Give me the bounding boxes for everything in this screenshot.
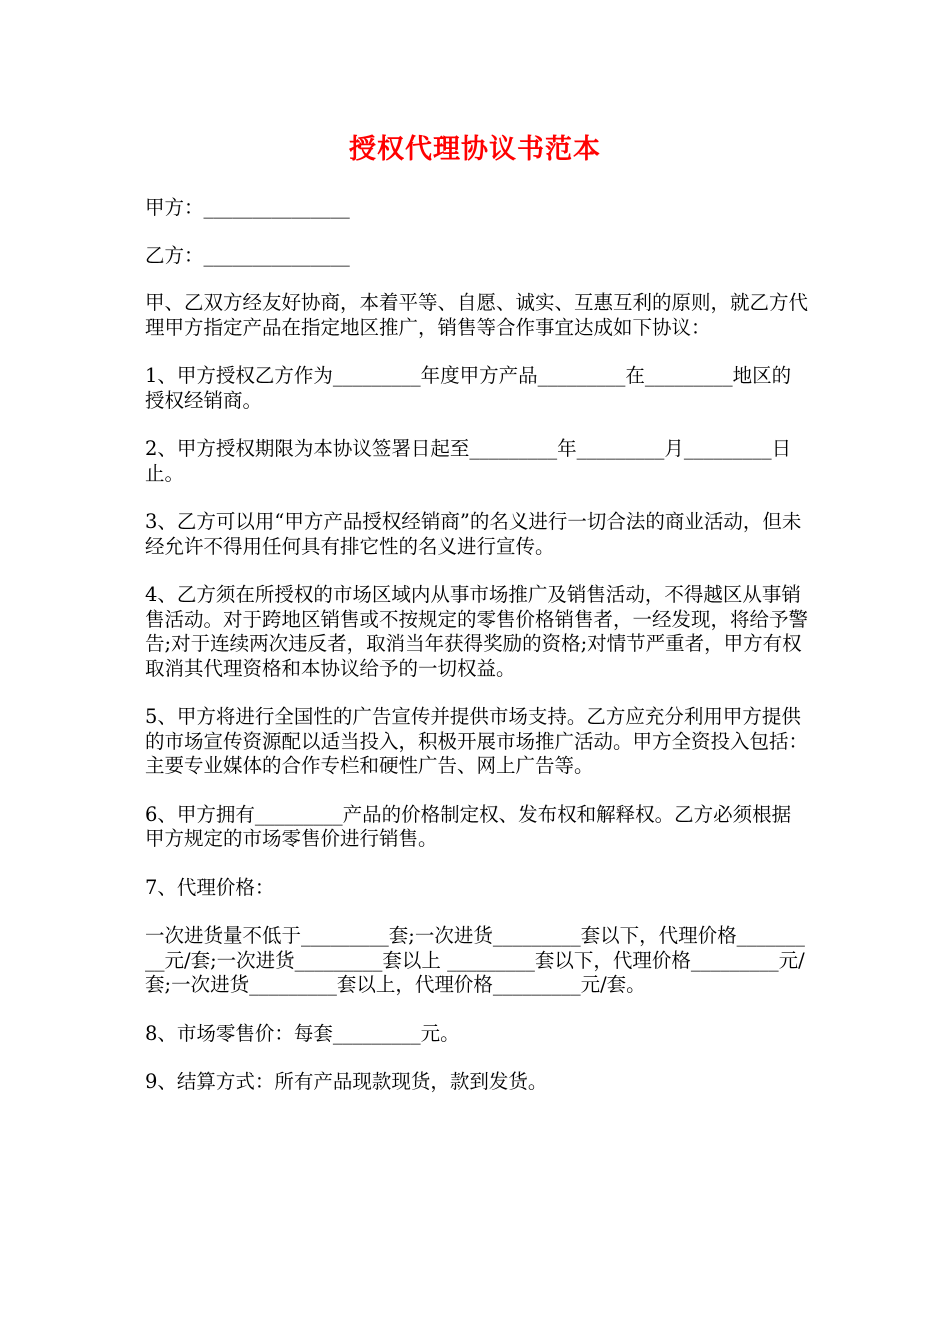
clause-1: 1、甲方授权乙方作为_________年度甲方产品_________在_________地区的授权经销商。 <box>145 364 792 412</box>
clause-8: 8、市场零售价：每套_________元。 <box>145 1021 460 1045</box>
party-b-line: 乙方：_______________ <box>145 243 350 267</box>
document-title: 授权代理协议书范本 <box>349 134 601 165</box>
clause-7-heading: 7、代理价格： <box>145 875 275 899</box>
clause-4: 4、乙方须在所授权的市场区域内从事市场推广及销售活动，不得越区从事销售活动。对于跨地区销售或不按规定的零售价格销售者，一经发现，将给予警告;对于连续两次违反者，取消当年获得奖励的资格;对情节严重者，甲方有权取消其代理资格和本协议给予的一切权益。 <box>145 583 809 680</box>
clause-7-pricing: 一次进货量不低于_________套;一次进货_________套以下，代理价格_________元/套;一次进货_________套以上 _________套以下，代理价格_________元/套;一次进货_________套以上，代理价格_________元/套。 <box>145 924 805 996</box>
clause-5: 5、甲方将进行全国性的广告宣传并提供市场支持。乙方应充分利用甲方提供的市场宣传资源配以适当投入，积极开展市场推广活动。甲方全资投入包括：主要专业媒体的合作专栏和硬性广告、网上广告等。 <box>145 705 809 777</box>
party-a-line: 甲方：_______________ <box>145 196 350 219</box>
document-body <box>145 196 810 1119</box>
clause-6: 6、甲方拥有_________产品的价格制定权、发布权和解释权。乙方必须根据甲方规定的市场零售价进行销售。 <box>145 802 792 850</box>
clause-3: 3、乙方可以用“甲方产品授权经销商”的名义进行一切合法的商业活动，但未经允许不得用任何具有排它性的名义进行宣传。 <box>145 510 802 558</box>
intro-paragraph: 甲、乙双方经友好协商，本着平等、自愿、诚实、互惠互利的原则，就乙方代理甲方指定产品在指定地区推广，销售等合作事宜达成如下协议： <box>145 291 809 339</box>
clause-9: 9、结算方式：所有产品现款现货，款到发货。 <box>145 1070 548 1093</box>
clause-2: 2、甲方授权期限为本协议签署日起至_________年_________月_________日止。 <box>145 437 792 485</box>
